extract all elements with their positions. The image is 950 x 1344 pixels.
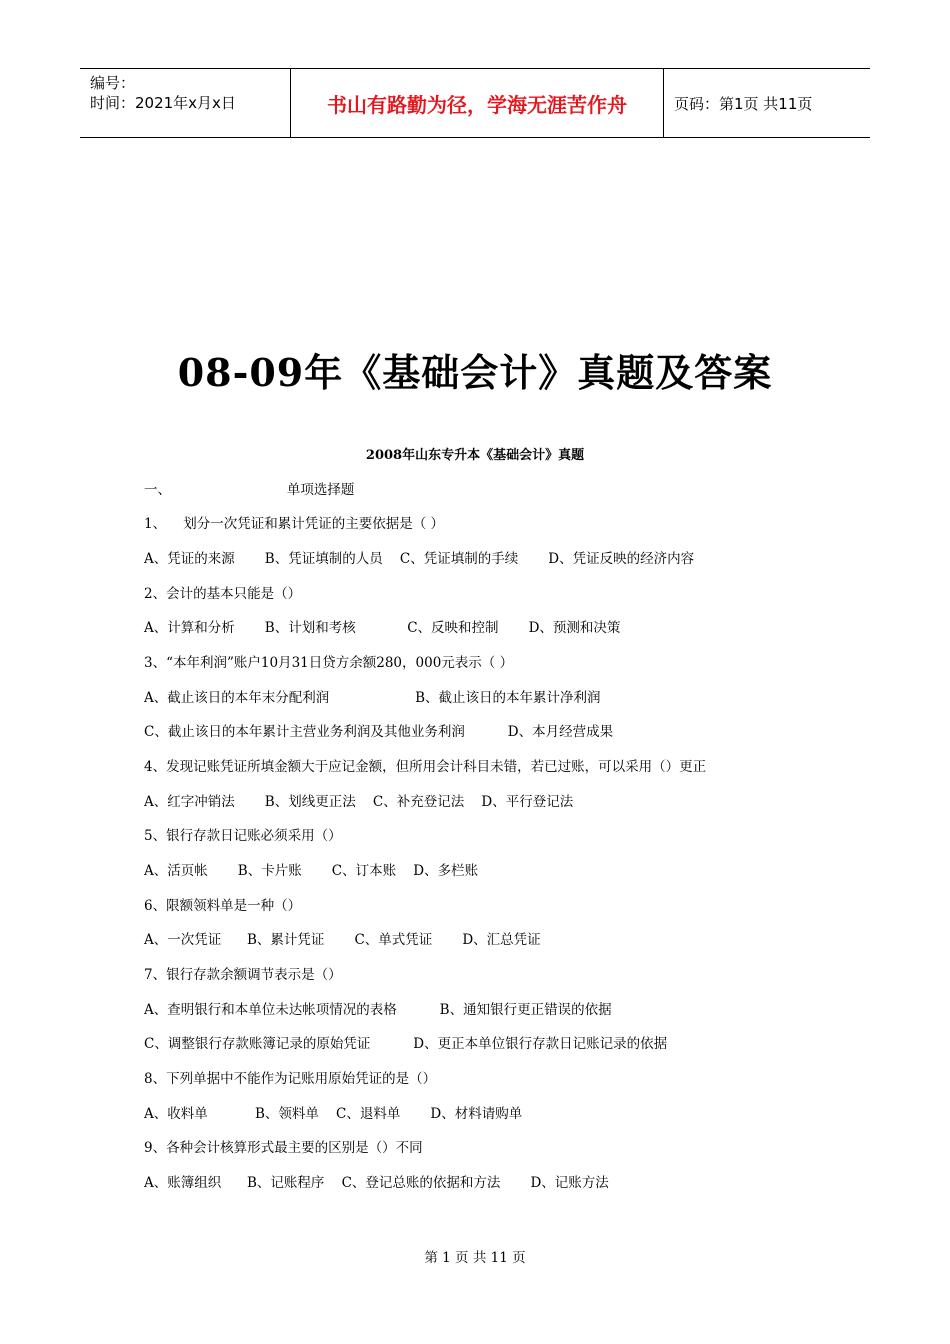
question-4: 4、发现记账凭证所填金额大于应记金额，但所用会计科目未错，若已过账，可以采用（）更正 [144, 759, 707, 775]
page-info-text: 页码：第1页 共11页 [674, 94, 813, 113]
options-7-ab: A、查明银行和本单位未达帐项情况的表格 B、通知银行更正错误的依据 [144, 1002, 612, 1018]
question-6: 6、限额领料单是一种（） [144, 898, 302, 914]
question-9: 9、各种会计核算形式最主要的区别是（）不同 [144, 1140, 423, 1156]
header-meta-cell [80, 69, 291, 137]
page-info-cell [664, 69, 870, 137]
options-2: A、计算和分析 B、计划和考核 C、反映和控制 D、预测和决策 [144, 620, 621, 636]
header-table [80, 68, 870, 138]
time-label: 时间：2021年x月x日 [90, 94, 236, 112]
options-9: A、账簿组织 B、记账程序 C、登记总账的依据和方法 D、记账方法 [144, 1175, 609, 1191]
document-title: 08-09年《基础会计》真题及答案 [177, 350, 773, 395]
options-3-cd: C、截止该日的本年累计主营业务利润及其他业务利润 D、本月经营成果 [144, 724, 614, 740]
motto-text: 书山有路勤为径，学海无涯苦作舟 [327, 92, 627, 117]
question-3: 3、“本年利润”账户10月31日贷方余额280，000元表示（ ） [144, 655, 514, 671]
options-4: A、红字冲销法 B、划线更正法 C、补充登记法 D、平行登记法 [144, 794, 574, 810]
options-5: A、活页帐 B、卡片账 C、订本账 D、多栏账 [144, 863, 479, 879]
options-6: A、一次凭证 B、累计凭证 C、单式凭证 D、汇总凭证 [144, 932, 541, 948]
options-8: A、收料单 B、领料单 C、退料单 D、材料请购单 [144, 1106, 523, 1122]
question-7: 7、银行存款余额调节表示是（） [144, 967, 342, 983]
question-1: 1、 划分一次凭证和累计凭证的主要依据是（ ） [144, 516, 445, 532]
options-1: A、凭证的来源 B、凭证填制的人员 C、凭证填制的手续 D、凭证反映的经济内容 [144, 551, 695, 567]
options-3-ab: A、截止该日的本年末分配利润 B、截止该日的本年累计净利润 [144, 690, 601, 706]
document-subtitle: 2008年山东专升本《基础会计》真题 [365, 448, 585, 463]
section-heading: 一、 单项选择题 [144, 482, 355, 498]
options-7-cd: C、调整银行存款账簿记录的原始凭证 D、更正本单位银行存款日记账记录的依据 [144, 1036, 668, 1052]
question-8: 8、下列单据中不能作为记账用原始凭证的是（） [144, 1071, 437, 1087]
page-footer: 第 1 页 共 11 页 [424, 1250, 526, 1266]
motto-cell [291, 69, 664, 137]
question-2: 2、会计的基本只能是（） [144, 586, 302, 602]
question-5: 5、银行存款日记账必须采用（） [144, 828, 342, 844]
number-label: 编号： [90, 74, 136, 92]
